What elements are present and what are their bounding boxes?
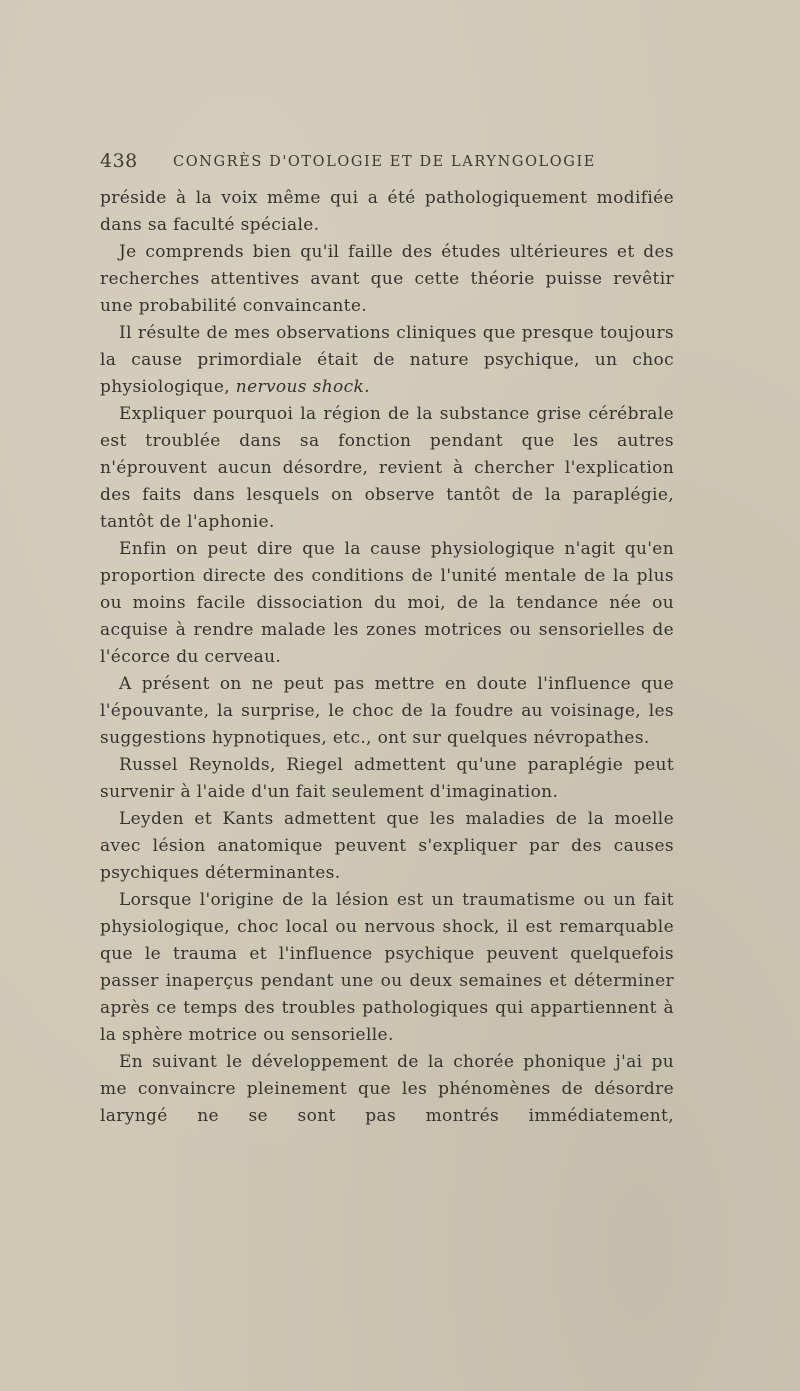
running-head <box>100 148 680 174</box>
paragraph-7: Russel Reynolds, Riegel admettent qu'une paraplégie peut survenir à l'aide d'un fait seulement d'imagination. <box>100 755 674 802</box>
paragraph-2: Je comprends bien qu'il faille des études ultérieures et des recherches attentives avant que cette théorie puisse revêtir une probabilité convaincante. <box>100 242 674 316</box>
paragraph-3-italic-term: nervous shock <box>235 377 365 397</box>
paragraph-5: Enfin on peut dire que la cause physiologique n'agit qu'en proportion directe des conditions de l'unité mentale de la plus ou moins facile dissociation du moi, de la tendance née ou acquise à rendre malade les zones motrices ou sensorielles de l'écorce du cerveau. <box>100 539 674 667</box>
paragraph-3-end: . <box>364 377 370 397</box>
paragraph-9: Lorsque l'origine de la lésion est un traumatisme ou un fait physiologique, choc local ou nervous shock, il est remarquable que le trauma et l'influence psychique peuvent quelquefois passer inaperçus pendant une ou deux semaines et déterminer après ce temps des troubles pathologiques qui appartiennent à la sphère motrice ou sensorielle. <box>100 890 674 1045</box>
paragraph-10: En suivant le développement de la chorée phonique j'ai pu me convaincre pleinement que les phénomènes de désordre laryngé ne se sont pas montrés immédiatement, <box>100 1052 674 1126</box>
paragraph-1: préside à la voix même qui a été pathologiquement modifiée dans sa faculté spéciale. <box>100 188 674 235</box>
paragraph-3 <box>100 320 674 401</box>
running-title: CONGRÈS D'OTOLOGIE ET DE LARYNGOLOGIE <box>173 154 596 170</box>
body-text <box>100 185 674 1130</box>
paragraph-8: Leyden et Kants admettent que les maladies de la moelle avec lésion anatomique peuvent s'expliquer par des causes psychiques déterminantes. <box>100 809 674 883</box>
page-number: 438 <box>100 150 138 172</box>
paragraph-6: A présent on ne peut pas mettre en doute l'influence que l'épouvante, la surprise, le choc de la foudre au voisinage, les suggestions hypnotiques, etc., ont sur quelques névropathes. <box>100 674 674 748</box>
paragraph-4: Expliquer pourquoi la région de la substance grise cérébrale est troublée dans sa fonction pendant que les autres n'éprouvent aucun désordre, revient à chercher l'explication des faits dans lesquels on observe tantôt de la paraplégie, tantôt de l'aphonie. <box>100 404 674 532</box>
paragraph-3-text: Il résulte de mes observations cliniques que presque toujours la cause primordiale était de nature psychique, un choc physiologique, <box>100 323 674 397</box>
